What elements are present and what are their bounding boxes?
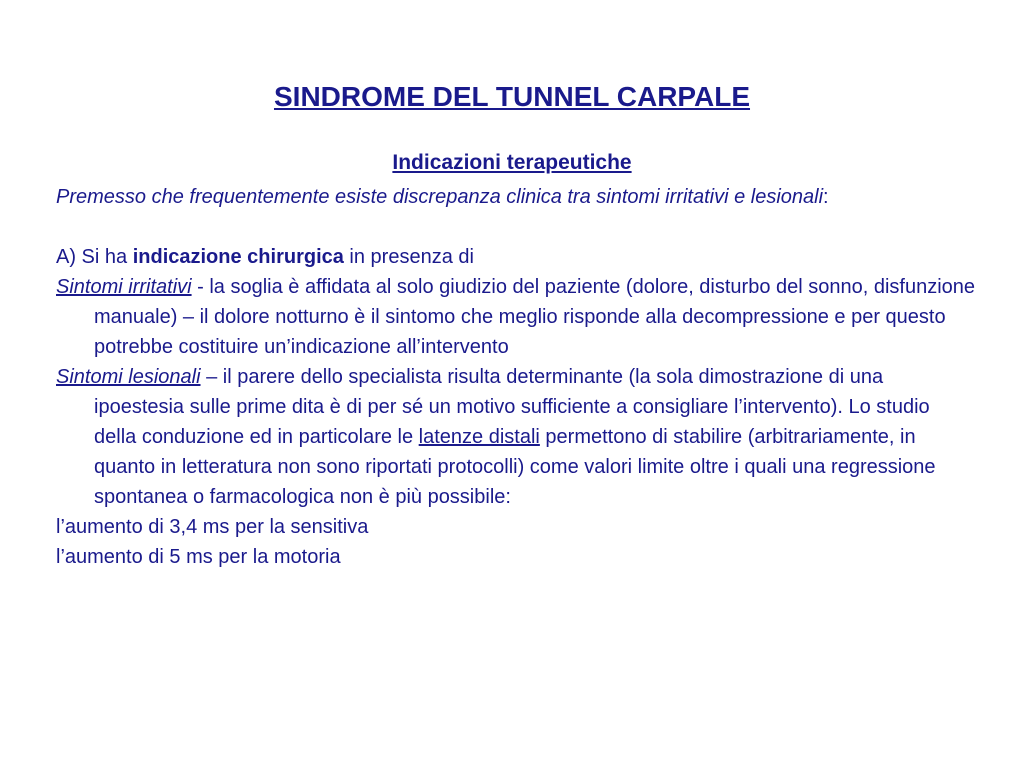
section-a-prefix: A) Si ha <box>56 246 133 268</box>
intro-suffix: : <box>823 186 829 208</box>
section-a-heading <box>56 242 976 272</box>
irritativi-text: - la soglia è affidata al solo giudizio del paziente (dolore, disturbo del sonno, disfunzione manuale) – il dolore notturno è il sintomo che meglio risponde alla decompressione e per questo potrebbe costituire un’indicazione all’intervento <box>94 276 976 358</box>
lesionali-paragraph <box>56 362 976 512</box>
slide-subtitle: Indicazioni terapeutiche <box>392 151 632 174</box>
latenze-distali-term: latenze distali <box>418 426 540 448</box>
lesionali-text-after: permettono di stabilire (arbitrariamente, in quanto in letteratura non sono riportati protocolli) come valori limite oltre i quali una regressione spontanea o farmacologica non è più possibile: <box>94 426 936 508</box>
slide-title: SINDROME DEL TUNNEL CARPALE <box>273 81 751 112</box>
section-a-bold: indicazione chirurgica <box>132 246 344 268</box>
section-a-suffix: in presenza di <box>343 246 474 268</box>
intro-paragraph <box>56 182 976 212</box>
limit-sensitiva: l’aumento di 3,4 ms per la sensitiva <box>56 516 369 538</box>
limit-motoria: l’aumento di 5 ms per la motoria <box>56 546 341 568</box>
slide-body <box>56 182 976 572</box>
intro-text: Premesso che frequentemente esiste discrepanza clinica tra sintomi irritativi e lesionali <box>56 186 824 208</box>
lesionali-text-before: – il parere dello specialista risulta determinante (la sola dimostrazione di una ipoestesia sulle prime dita è di per sé un motivo sufficiente a consigliare l’intervento). Lo studio della conduzione ed in particolare le <box>94 366 930 448</box>
irritativi-term: Sintomi irritativi <box>56 276 192 298</box>
lesionali-term: Sintomi lesionali <box>56 366 201 388</box>
irritativi-paragraph <box>56 272 976 362</box>
spacer <box>56 212 976 242</box>
